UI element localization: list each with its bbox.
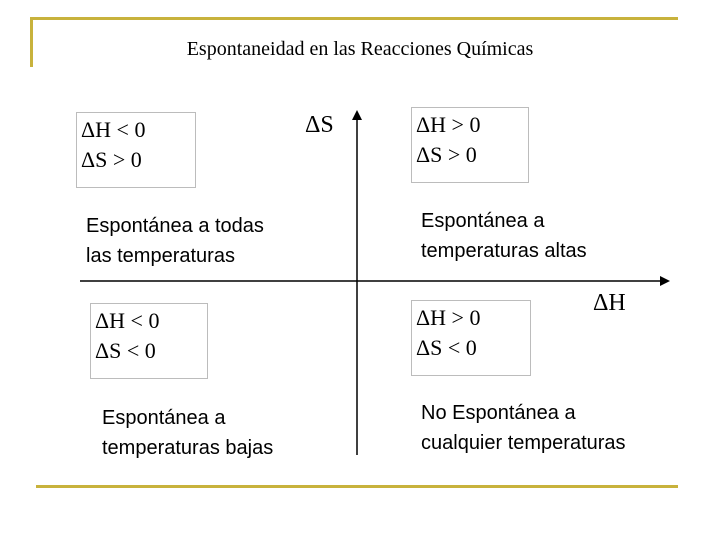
delta-h-condition: ΔH < 0: [95, 308, 160, 333]
delta-h-condition: ΔH > 0: [416, 305, 481, 330]
result-top-left-line-1: Espontánea a todas: [86, 215, 264, 237]
result-bottom-right-line-1: No Espontánea a: [421, 402, 576, 424]
result-bottom-left-line-1: Espontánea a: [102, 407, 226, 429]
delta-s-axis-label: ΔS: [305, 112, 334, 138]
delta-s-condition: ΔS < 0: [95, 338, 156, 363]
delta-h-axis-label: ΔH: [593, 290, 626, 316]
result-top-right-line-1: Espontánea a: [421, 210, 545, 232]
conditions-box-bottom-left: [90, 303, 208, 379]
conditions-box-top-left: [76, 112, 196, 188]
result-bottom-left-line-2: temperaturas bajas: [102, 437, 274, 459]
delta-s-condition: ΔS < 0: [416, 335, 477, 360]
delta-s-condition: ΔS > 0: [81, 147, 142, 172]
delta-h-condition: ΔH < 0: [81, 117, 146, 142]
result-top-right-line-2: temperaturas altas: [421, 240, 587, 262]
conditions-box-top-right: [411, 107, 529, 183]
conditions-box-bottom-right: [411, 300, 531, 376]
result-bottom-right-line-2: cualquier temperaturas: [421, 432, 626, 454]
slide-title: Espontaneidad en las Reacciones Químicas: [186, 38, 534, 60]
delta-h-condition: ΔH > 0: [416, 112, 481, 137]
result-top-left-line-2: las temperaturas: [86, 245, 235, 267]
delta-s-condition: ΔS > 0: [416, 142, 477, 167]
